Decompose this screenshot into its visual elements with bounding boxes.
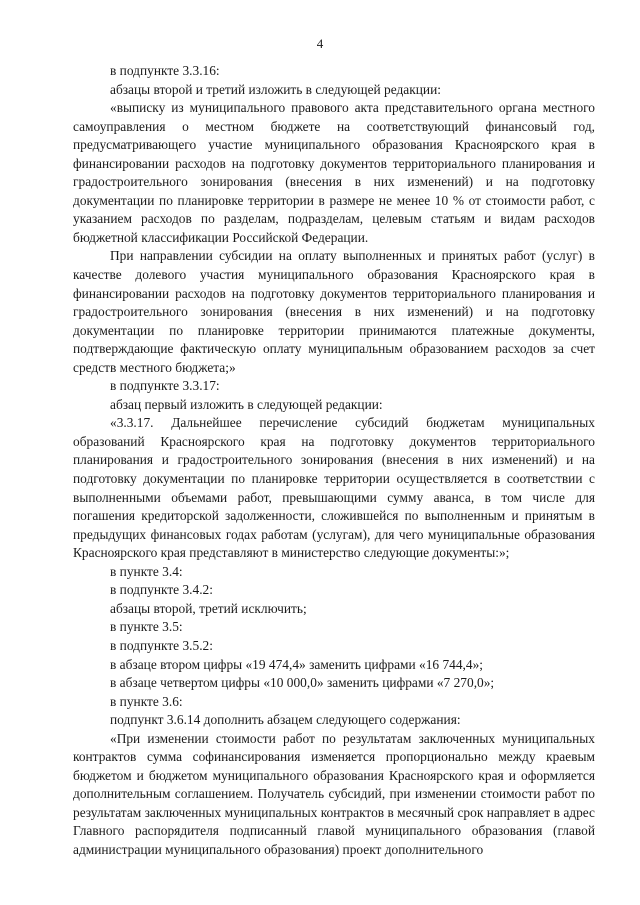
paragraph: в подпункте 3.3.17:	[110, 378, 220, 394]
paragraph: в пункте 3.6:	[110, 693, 183, 709]
paragraph: «При изменении стоимости работ по результатам заключенных муниципальных контрактов сумма софинансирования изменяется пропорционально между краевым бюджетом и бюджетом муниципального образования Красноярского края и оформляется дополнительным соглашением. Получатель субсидий, при изменении стоимости работ по результатам заключенных муниципальных контрактов в месячный срок направляет в адрес Главного распорядителя подписанный главой муниципального образования (главой администрации муниципального образования) проект дополнительного	[73, 730, 595, 857]
paragraph: в пункте 3.5:	[110, 619, 183, 635]
paragraph: в подпункте 3.5.2:	[110, 637, 213, 653]
paragraph: абзацы второй и третий изложить в следующей редакции:	[110, 81, 441, 97]
paragraph: в абзаце втором цифры «19 474,4» заменить цифрами «16 744,4»;	[110, 656, 483, 672]
paragraph: «выписку из муниципального правового акта представительного органа местного самоуправления о местном бюджете на соответствующий финансовый год, предусматривающего участие муниципального образования Красноярского края в финансировании расходов на подготовку документов территориального планирования и градостроительного зонирования (внесения в них изменений) и на подготовку документации по планировке территории в размере не менее 10 % от стоимости работ, с указанием расходов по разделам, подразделам, целевым статьям и видам расходов бюджетной классификации Российской Федерации.	[73, 100, 595, 245]
paragraph: в абзаце четвертом цифры «10 000,0» заменить цифрами «7 270,0»;	[110, 675, 495, 691]
paragraph: абзацы второй, третий исключить;	[110, 600, 307, 616]
paragraph: в пункте 3.4:	[110, 563, 183, 579]
paragraph: в подпункте 3.4.2:	[110, 582, 213, 598]
paragraph: абзац первый изложить в следующей редакции:	[110, 396, 383, 412]
paragraph: в подпункте 3.3.16:	[110, 63, 220, 78]
paragraph: подпункт 3.6.14 дополнить абзацем следующего содержания:	[110, 712, 461, 728]
document-body	[73, 62, 595, 860]
paragraph: «3.3.17. Дальнейшее перечисление субсидий бюджетам муниципальных образований Красноярского края на подготовку документов территориального планирования и градостроительного зонирования (внесения в них изменений) и на подготовку документации по планировке территории осуществляется в соответствии с выполненными объемами работ, превышающими сумму аванса, в том числе для погашения кредиторской задолженности, сложившейся по выполненным и принятым в предыдущих финансовых годах работам (услугам), для чего муниципальные образования Красноярского края представляют в министерство следующие документы:»;	[73, 415, 595, 561]
paragraph: При направлении субсидии на оплату выполненных и принятых работ (услуг) в качестве долевого участия муниципального образования Красноярского края в финансировании расходов на подготовку документов территориального планирования и градостроительного зонирования (внесения в них изменений) и на подготовку документации по планировке территории принимаются платежные документы, подтверждающие фактическую оплату муниципальным образованием расходов за счет средств местного бюджета;»	[73, 248, 595, 375]
page-number: 4	[316, 36, 324, 51]
